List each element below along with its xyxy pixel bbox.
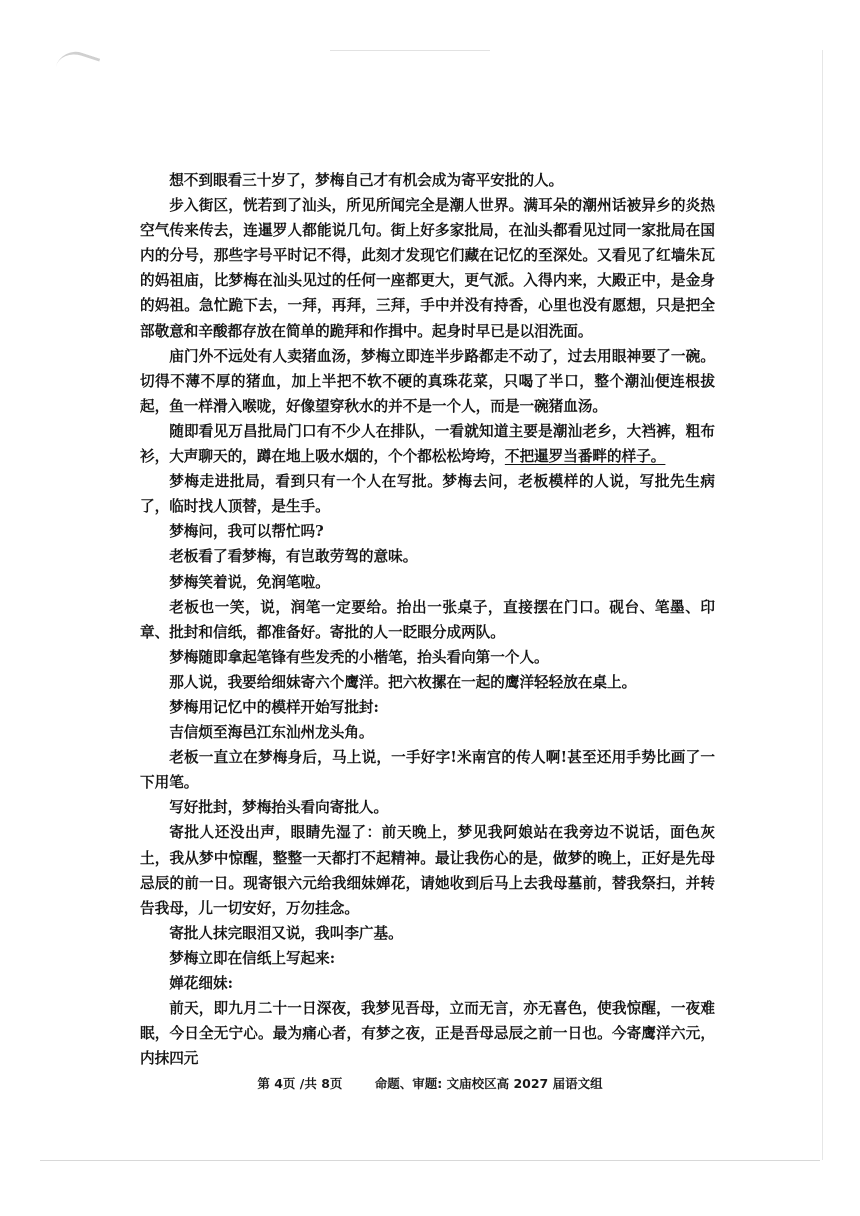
scan-right-edge — [822, 50, 823, 1160]
paragraph: 梦梅问，我可以帮忙吗? — [169, 523, 324, 541]
paragraph: 老板也一笑，说，润笔一定要给。抬出一张桌子，直接摆在门口。砚台、笔墨、印章、批封和信纸，都准备好。寄批的人一眨眼分成两队。 — [140, 598, 715, 641]
paragraph: 梦梅走进批局，看到只有一个人在写批。梦梅去问，老板模样的人说，写批先生病了，临时找人顶替，是生手。 — [140, 473, 715, 516]
page-footer — [0, 1074, 860, 1092]
paragraph: 老板看了看梦梅，有岂敢劳驾的意味。 — [169, 548, 418, 566]
paragraph — [140, 419, 715, 469]
scan-top-artifact — [330, 50, 490, 51]
paragraph: 步入街区，恍若到了汕头，所见所闻完全是潮人世界。满耳朵的潮州话被异乡的炎热空气传来传去，连暹罗人都能说几句。街上好多家批局，在汕头都看见过同一家批局在国内的分号，那些字号平时记不得，此刻才发现它们藏在记忆的至深处。又看见了红墙朱瓦的妈祖庙，比梦梅在汕头见过的任何一座都更大，更气派。入得内来，大殿正中，是金身的妈祖。急忙跪下去，一拜，再拜，三拜，手中并没有持香，心里也没有愿想，只是把全部敬意和辛酸都存放在简单的跪拜和作揖中。起身时早已是以泪洗面。 — [140, 197, 715, 340]
paragraph: 老板一直立在梦梅身后，马上说，一手好字!米南宫的传人啊!甚至还用手势比画了一下用笔。 — [140, 749, 715, 792]
paragraph: 寄批人还没出声，眼睛先湿了：前天晚上，梦见我阿娘站在我旁边不说话，面色灰土，我从梦中惊醒，整整一天都打不起精神。最让我伤心的是，做梦的晚上，正好是先母忌辰的前一日。现寄银六元给我细妹婵花，请她收到后马上去我母墓前，替我祭扫，并转告我母，儿一切安好，万勿挂念。 — [140, 824, 715, 917]
paragraph: 梦梅立即在信纸上写起来: — [169, 949, 336, 967]
underlined-phrase: 不把暹罗当番畔的样子。 — [504, 448, 666, 466]
paragraph: 寄批人抹完眼泪又说，我叫李广基。 — [169, 924, 403, 942]
paragraph: 梦梅用记忆中的模样开始写批封: — [169, 698, 379, 716]
paragraph: 想不到眼看三十岁了，梦梅自己才有机会成为寄平安批的人。 — [169, 172, 564, 189]
paragraph: 前天，即九月二十一日深夜，我梦见吾母，立而无言，亦无喜色，使我惊醒，一夜难眠，今日全无宁心。最为痛心者，有梦之夜，正是吾母忌辰之前一日也。今寄鹰洋六元，内抹四元 — [140, 1000, 715, 1068]
paragraph: 梦梅笑着说，免润笔啦。 — [169, 573, 330, 591]
footer-credit: 命题、审题: 文庙校区高 2027 届语文组 — [374, 1076, 603, 1091]
paragraph: 吉信烦至海邑江东汕州龙头角。 — [169, 724, 374, 742]
page-number: 第 4页 /共 8页 — [257, 1076, 343, 1091]
paragraph: 写好批封，梦梅抬头看向寄批人。 — [169, 799, 389, 817]
paragraph: 庙门外不远处有人卖猪血汤，梦梅立即连半步路都走不动了，过去用眼神要了一碗。切得不薄不厚的猪血，加上半把不软不硬的真珠花菜，只喝了半口，整个潮汕便连根拔起，鱼一样滑入喉咙，好像望穿秋水的并不是一个人，而是一碗猪血汤。 — [140, 347, 715, 415]
scan-bottom-edge — [40, 1160, 820, 1161]
paragraph-text: 随即看见万昌批局门口有不少人在排队，一看就知道主要是潮汕老乡，大裆裤，粗布衫，大声聊天的，蹲在地上吸水烟的，个个都松松垮垮， — [140, 422, 715, 466]
paragraph: 那人说，我要给细妹寄六个鹰洋。把六枚摞在一起的鹰洋轻轻放在桌上。 — [169, 673, 637, 691]
paragraph: 婵花细妹: — [169, 975, 233, 992]
paragraph: 梦梅随即拿起笔锋有些发秃的小楷笔，抬头看向第一个人。 — [169, 648, 549, 666]
scan-corner-mark — [56, 46, 101, 78]
article-body — [140, 168, 715, 1071]
